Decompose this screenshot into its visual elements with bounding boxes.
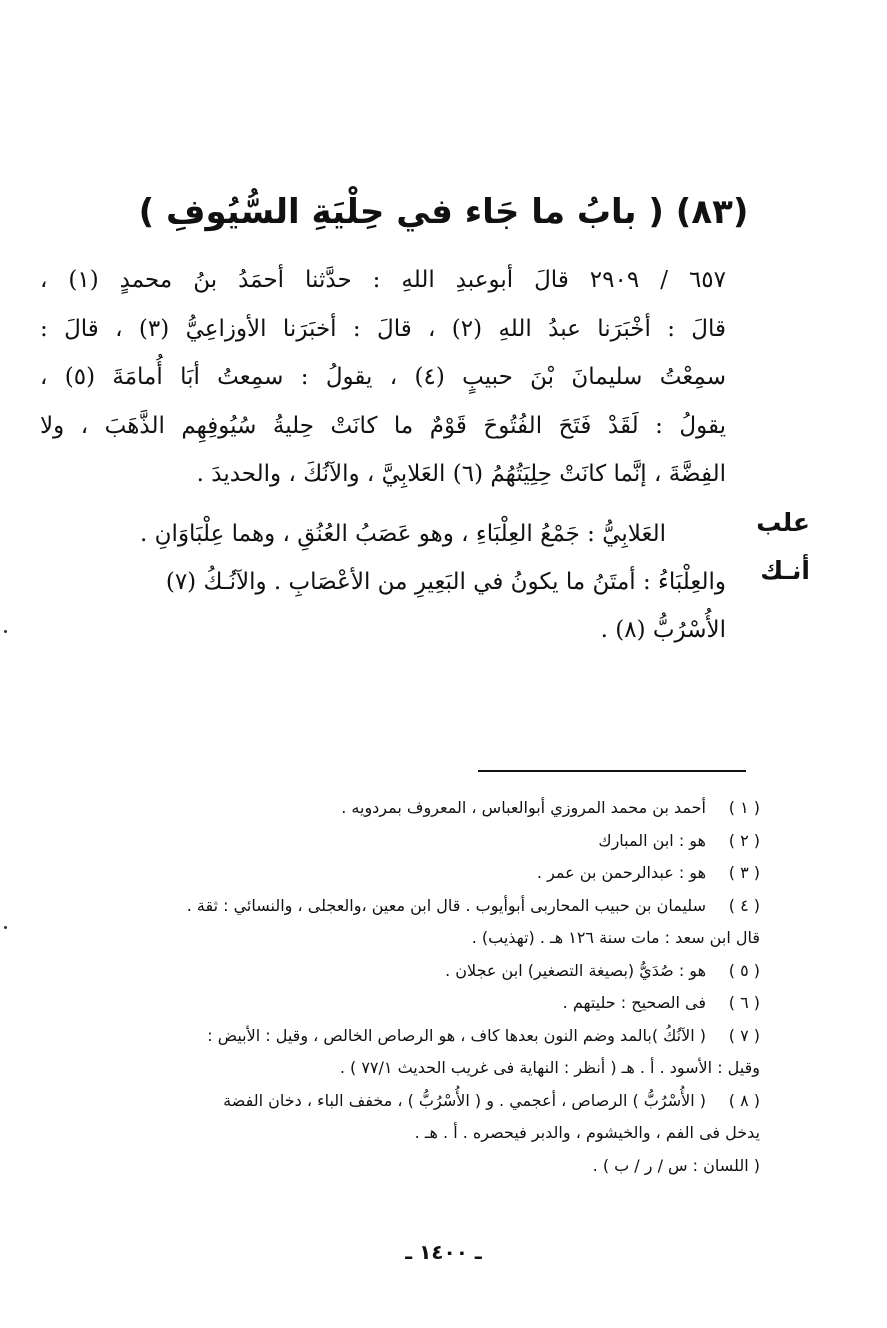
- hadith-line: سمِعْتُ سليمانَ بْنَ حبيبٍ (٤) ، يقولُ : سمِعتُ أبَا أُمامَةَ (٥) ،: [40, 364, 726, 390]
- footnote-number: ( ٣ ): [728, 863, 760, 882]
- footnote-text: ( الأُسْرُبُّ ) الرصاص ، أعجمي . و ( الأُسْرُبُّ ) ، مخفف الباء ، دخان الفضة: [223, 1090, 706, 1110]
- footnote-text: هو : عبدالرحمن بن عمر .: [536, 863, 706, 882]
- scan-speck: [4, 630, 7, 633]
- footnote-text: فى الصحيح : حليتهم .: [562, 993, 706, 1012]
- definition-line: والعِلْبَاءُ : أمتَنُ ما يكونُ في البَعِيرِ من الأعْصَابِ . والآنُـكُ (٧): [165, 569, 726, 595]
- page-number: ـ ١٤٠٠ ـ: [405, 1240, 482, 1264]
- footnote: [60, 890, 760, 923]
- margin-keyword: أنـك: [760, 556, 810, 585]
- chapter-title: (٨٣) ( بابُ ما جَاء في حِلْيَةِ السُّيُوفِ ): [138, 192, 749, 232]
- definition-text: [40, 510, 726, 654]
- hadith-text: [40, 256, 726, 499]
- footnote: [60, 792, 760, 825]
- footnote-number: ( ٦ ): [728, 993, 760, 1012]
- footnote: [60, 955, 760, 988]
- footnotes: [60, 792, 760, 1182]
- footnote-divider: [478, 770, 746, 772]
- footnote: [60, 1020, 760, 1053]
- footnote-text: هو : ابن المبارك: [598, 830, 706, 850]
- footnote-continuation: وقيل : الأسود . أ . هـ ( أنظر : النهاية فى غريب الحديث ٧٧/١ ) .: [339, 1058, 760, 1077]
- footnote-continuation: ( اللسان : س / ر / ب ) .: [592, 1155, 760, 1175]
- hadith-line: قالَ : أخْبَرَنا عبدُ اللهِ (٢) ، قالَ : أخبَرَنا الأوزاعِيُّ (٣) ، قالَ :: [40, 315, 727, 342]
- margin-keyword: علب: [756, 508, 810, 537]
- footnote-number: ( ١ ): [728, 798, 760, 817]
- footnote-number: ( ٤ ): [728, 895, 760, 915]
- definition-line: الأُسْرُبُّ (٨) .: [600, 617, 726, 643]
- hadith-line: الفِضَّةَ ، إنَّما كانَتْ حِلِيَتُهُمُ (٦) العَلابِيَّ ، والآنُكَ ، والحديدَ .: [196, 461, 726, 487]
- footnote-continuation: قال ابن سعد : مات سنة ١٢٦ هـ . (تهذيب) .: [471, 928, 760, 947]
- footnote-number: ( ٧ ): [728, 1025, 760, 1045]
- footnote: [60, 987, 760, 1020]
- footnote-text: أحمد بن محمد المروزي أبوالعباس ، المعروف بمردويه .: [341, 798, 706, 817]
- footnote-number: ( ٢ ): [728, 830, 760, 850]
- hadith-line: ٦٥٧ / ٢٩٠٩ قالَ أبوعبدِ اللهِ : حدَّثنا أحمَدُ بنُ محمدٍ (١) ،: [40, 267, 726, 293]
- footnote: [60, 825, 760, 858]
- definition-line: العَلابِيُّ : جَمْعُ العِلْبَاءِ ، وهو عَصَبُ العُنُقِ ، وهما عِلْبَاوَانِ .: [140, 521, 666, 547]
- footnote-continuation: يدخل فى الفم ، والخيشوم ، والدبر فيحصره . أ . هـ .: [414, 1123, 760, 1142]
- footnote: [60, 1085, 760, 1118]
- footnote-text: سليمان بن حبيب المحاربى أبوأيوب . قال ابن معين ،والعجلى ، والنسائي : ثقة .: [186, 895, 706, 915]
- footnote: [60, 857, 760, 890]
- hadith-line: يقولُ : لَقَدْ فَتَحَ الفُتُوحَ قَوْمٌ ما كانَتْ حِليةُ سُيُوفِهِم الذَّهَبَ ، ولا: [40, 412, 726, 439]
- footnote-number: ( ٥ ): [728, 960, 760, 980]
- footnote-number: ( ٨ ): [728, 1090, 760, 1110]
- footnote-text: هو : صُدَيُّ (بصيغة التصغير) ابن عجلان .: [445, 960, 706, 980]
- footnote-text: ( الآنُكُ )بالمد وضم النون بعدها كاف ، هو الرصاص الخالص ، وقيل : الأبيض :: [207, 1025, 706, 1045]
- scan-speck: [4, 926, 7, 929]
